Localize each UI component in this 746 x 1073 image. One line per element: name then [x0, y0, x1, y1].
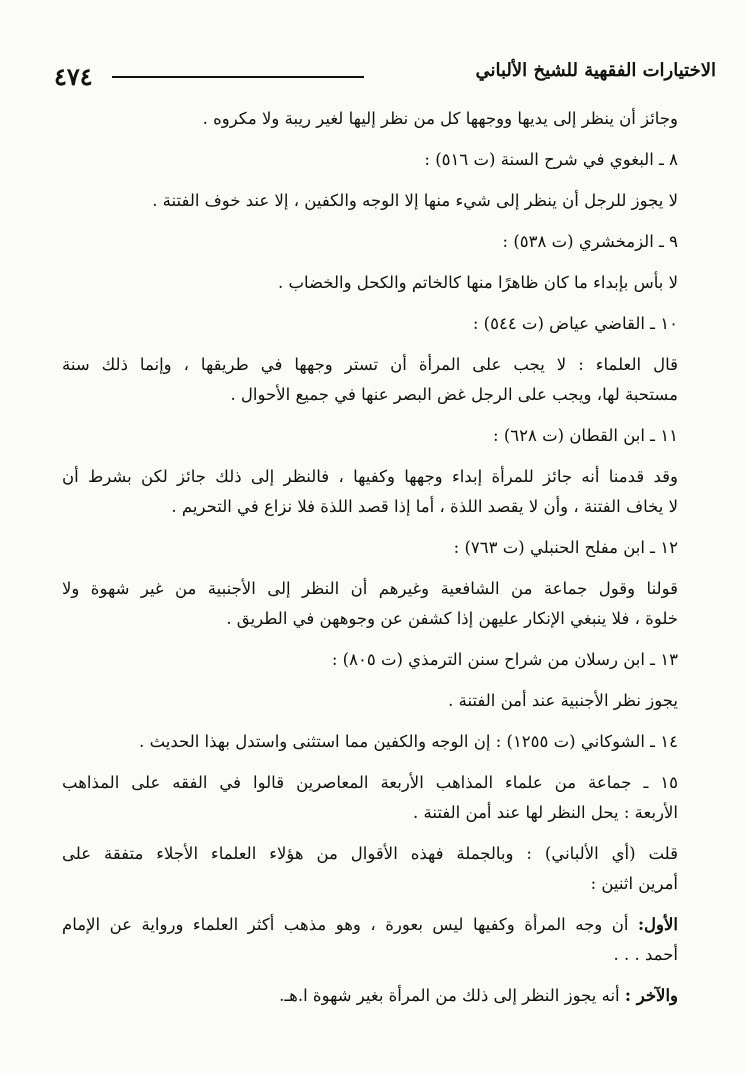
paragraph-line: وقد قدمنا أنه جائز للمرأة إبداء وجهها وكفيها ، فالنظر إلى ذلك جائز لكن بشرط أن [62, 467, 678, 486]
running-title: الاختيارات الفقهية للشيخ الألباني [475, 60, 716, 81]
paragraph-line: لا يخاف الفتنة ، وأن لا يقصد اللذة ، أما إذا قصد اللذة فلا نزاع في التحريم . [171, 497, 678, 516]
paragraph-line: يجوز نظر الأجنبية عند أمن الفتنة . [448, 691, 678, 710]
conclusion-label: والآخر : [624, 986, 678, 1005]
page-body [62, 108, 678, 1026]
paragraph-line: مستحبة لها، ويجب على الرجل غض البصر عنها في جميع الأحوال . [230, 385, 678, 404]
scholar-heading: ١١ ـ ابن القطان (ت ٦٢٨) : [493, 426, 678, 445]
paragraph-line: وجائز أن ينظر إلى يديها ووجهها كل من نظر إليها لغير ريبة ولا مكروه . [202, 109, 678, 128]
conclusion-text: أنه يجوز النظر إلى ذلك من المرأة بغير شهوة ا.هـ. [279, 986, 620, 1005]
paragraph-line: أحمد . . . [613, 945, 678, 964]
conclusion-line [62, 985, 678, 1007]
page-header [40, 58, 716, 98]
conclusion-text: أن وجه المرأة وكفيها ليس بعورة ، وهو مذهب أكثر العلماء ورواية عن الإمام [62, 915, 629, 934]
scholar-heading: ٨ ـ البغوي في شرح السنة (ت ٥١٦) : [424, 150, 678, 169]
scholar-heading: ١٢ ـ ابن مفلح الحنبلي (ت ٧٦٣) : [453, 538, 678, 557]
paragraph-line: أمرين اثنين : [590, 874, 678, 893]
paragraph-line: قلت (أي الألباني) : وبالجملة فهذه الأقوال من هؤلاء العلماء الأجلاء متفقة على [62, 844, 678, 863]
scholar-heading: ١٣ ـ ابن رسلان من شراح سنن الترمذي (ت ٨٠٥) : [331, 650, 678, 669]
paragraph-line: قال العلماء : لا يجب على المرأة أن تستر وجهها في طريقها ، وإنما ذلك سنة [62, 355, 678, 374]
paragraph-line: قولنا وقول جماعة من الشافعية وغيرهم أن النظر إلى الأجنبية من غير شهوة ولا [62, 579, 678, 598]
paragraph-line: لا يجوز للرجل أن ينظر إلى شيء منها إلا الوجه والكفين ، إلا عند خوف الفتنة . [152, 191, 678, 210]
conclusion-label: الأول: [637, 915, 679, 934]
paragraph-line: لا بأس بإبداء ما كان ظاهرًا منها كالخاتم والكحل والخضاب . [277, 273, 678, 292]
paragraph-line: خلوة ، فلا ينبغي الإنكار عليهن إذا كشفن عن وجوههن في الطريق . [226, 609, 678, 628]
header-rule [112, 76, 364, 78]
scholar-heading: ١٠ ـ القاضي عياض (ت ٥٤٤) : [472, 314, 678, 333]
scholar-heading: ١٥ ـ جماعة من علماء المذاهب الأربعة المعاصرين قالوا في الفقه على المذاهب [62, 773, 678, 792]
scholar-heading: ٩ ـ الزمخشري (ت ٥٣٨) : [502, 232, 678, 251]
conclusion-line [62, 914, 678, 936]
paragraph-line: الأربعة : يحل النظر لها عند أمن الفتنة . [413, 803, 678, 822]
page-number: ٤٧٤ [54, 62, 93, 91]
scholar-heading: ١٤ ـ الشوكاني (ت ١٢٥٥) : إن الوجه والكفين مما استثنى واستدل بهذا الحديث . [139, 732, 678, 751]
